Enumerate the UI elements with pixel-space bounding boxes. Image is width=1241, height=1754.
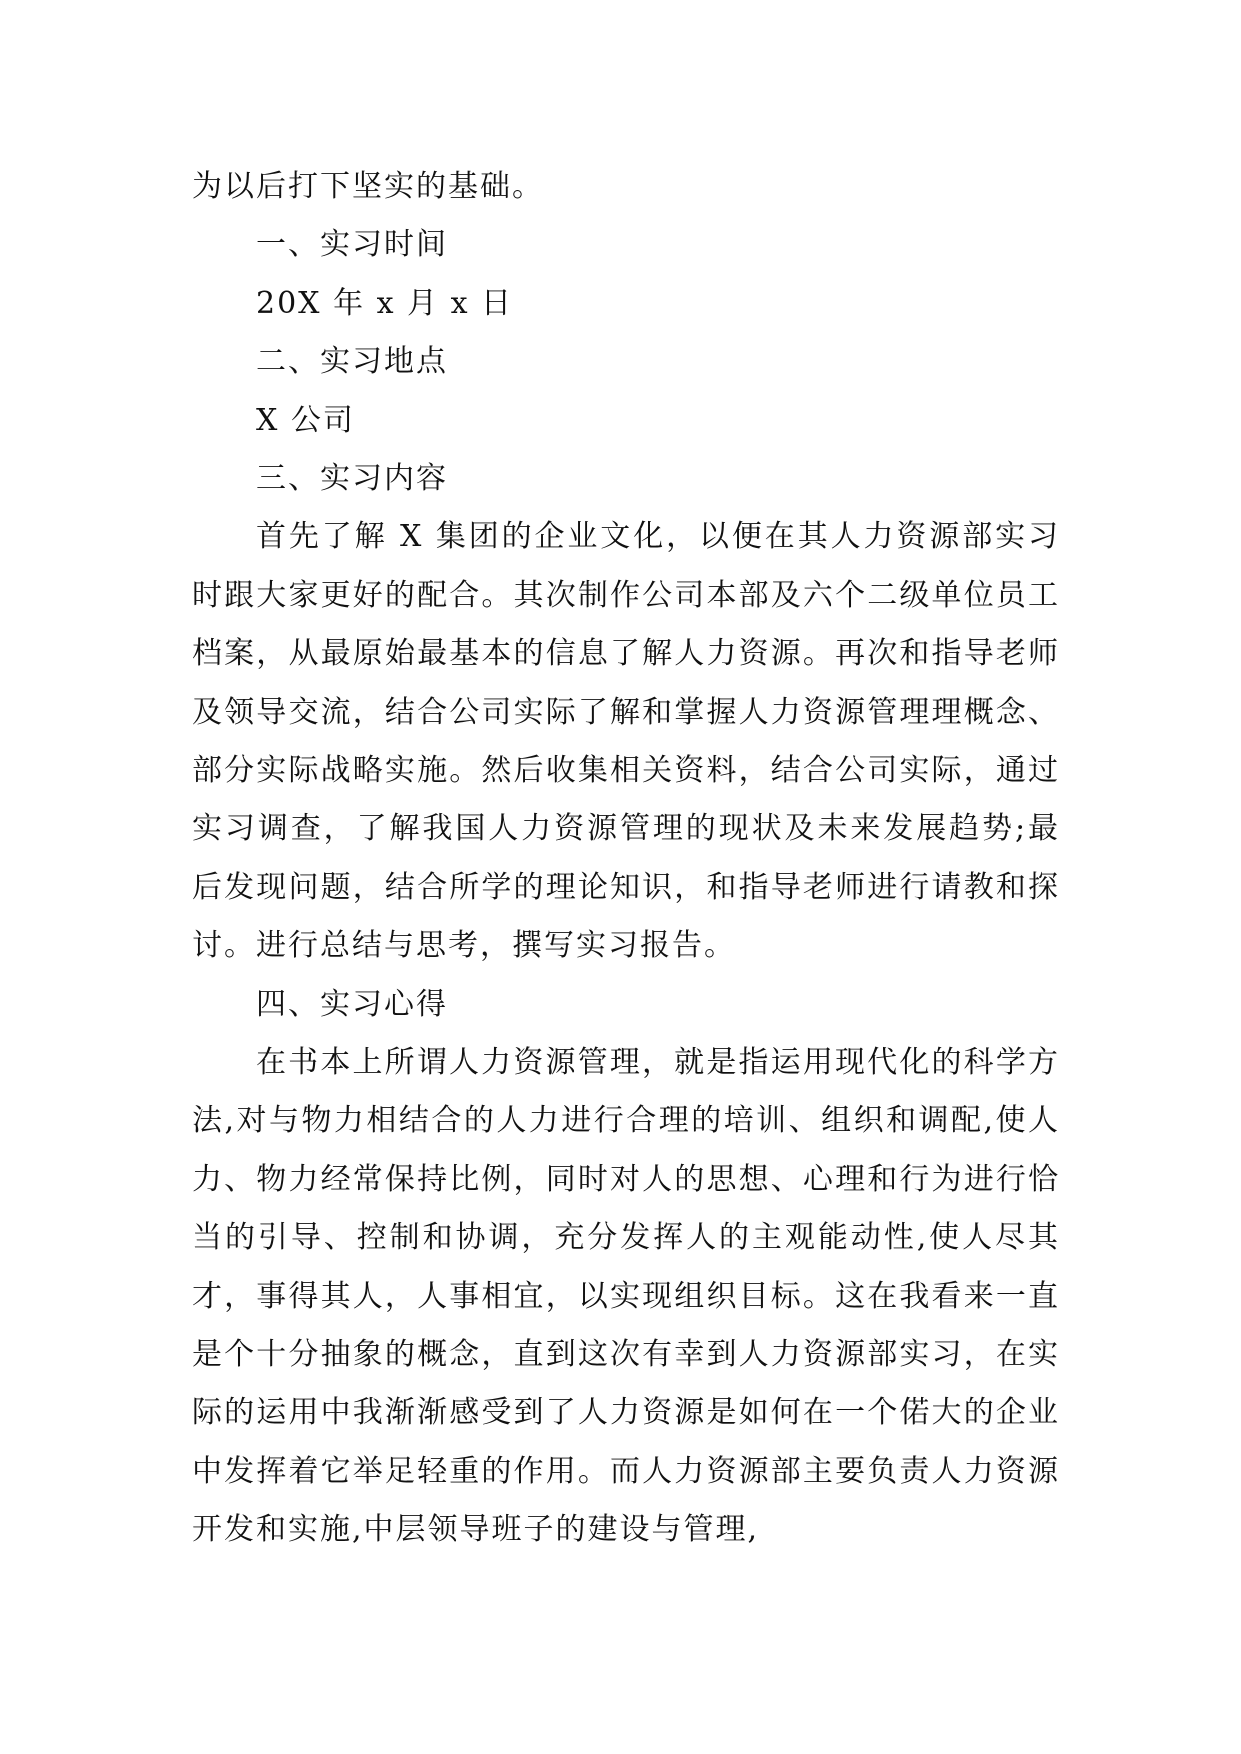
internship-location-value: X 公司: [256, 402, 355, 438]
internship-reflection-paragraph: 在书本上所谓人力资源管理，就是指运用现代化的科学方法,对与物力相结合的人力进行合理的培训、组织和调配,使人力、物力经常保持比例，同时对人的思想、心理和行为进行恰当的引导、控制和协调，充分发挥人的主观能动性,使人尽其才，事得其人，人事相宜，以实现组织目标。这在我看来一直是个十分抽象的概念，直到这次有幸到人力资源部实习，在实际的运用中我渐渐感受到了人力资源是如何在一个偌大的企业中发挥着它举足轻重的作用。而人力资源部主要负责人力资源开发和实施,中层领导班子的建设与管理,: [192, 1044, 1060, 1548]
section-heading-internship-reflection: 四、实习心得: [256, 986, 448, 1022]
internship-time-value: 20X 年 x 月 x 日: [256, 285, 514, 321]
section-heading-internship-content: 三、实习内容: [256, 460, 448, 496]
section-heading-internship-time: 一、实习时间: [256, 227, 448, 263]
document-body: [192, 158, 1060, 1560]
section-heading-internship-location: 二、实习地点: [256, 344, 448, 380]
internship-content-paragraph: 首先了解 X 集团的企业文化，以便在其人力资源部实习时跟大家更好的配合。其次制作公司本部及六个二级单位员工档案，从最原始最基本的信息了解人力资源。再次和指导老师及领导交流，结合公司实际了解和掌握人力资源管理理概念、部分实际战略实施。然后收集相关资料，结合公司实际，通过实习调查，了解我国人力资源管理的现状及未来发展趋势;最后发现问题，结合所学的理论知识，和指导老师进行请教和探讨。进行总结与思考，撰写实习报告。: [192, 519, 1060, 964]
continuation-text: 为以后打下坚实的基础。: [192, 169, 544, 204]
